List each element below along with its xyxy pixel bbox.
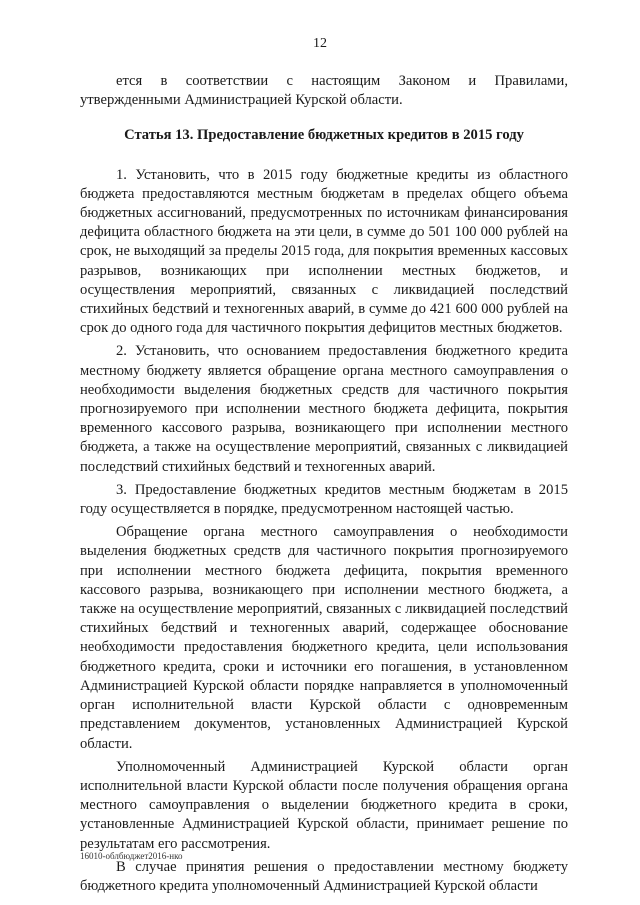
footer-file-code: 16010-облбюджет2016-нко bbox=[80, 851, 183, 861]
paragraph-5: Уполномоченный Администрацией Курской области орган исполнительной власти Курской области после получения обращения органа местного самоуправления о выделении бюджетного кредита в сроки, установленные Администрацией Курской области, принимает решение по результатам его рассмотрения. bbox=[80, 758, 568, 852]
paragraph-2: 2. Установить, что основанием предоставления бюджетного кредита местному бюджету является обращение органа местного самоуправления о необходимости выделения бюджетных средств для частичного покрытия прогнозируемого при исполнении местного бюджета дефицита, покрытия временного кассового разрыва, возникающего при исполнении местного бюджета, а также на осуществление мероприятий, связанных с ликвидацией последствий стихийных бедствий и техногенных аварий. bbox=[80, 343, 568, 475]
paragraph-3: 3. Предоставление бюджетных кредитов местным бюджетам в 2015 году осуществляется в порядке, предусмотренном настоящей частью. bbox=[80, 481, 568, 518]
page-number: 12 bbox=[313, 36, 327, 51]
document-body bbox=[80, 72, 568, 896]
paragraph-6: В случае принятия решения о предоставлении местному бюджету бюджетного кредита уполномоченный Администрацией Курской области bbox=[80, 858, 568, 894]
paragraph-1: 1. Установить, что в 2015 году бюджетные кредиты из областного бюджета предоставляются местным бюджетам в пределах общего объема бюджетных ассигнований, предусмотренных по источникам финансирования дефицита областного бюджета на эти цели, в сумме до 501 100 000 рублей на срок, не выходящий за пределы 2015 года, для покрытия временных кассовых разрывов, возникающих при исполнении местных бюджетов, и осуществления мероприятий, связанных с ликвидацией последствий стихийных бедствий и техногенных аварий, в сумме до 421 600 000 рублей на срок до одного года для частичного покрытия дефицитов местных бюджетов. bbox=[80, 166, 568, 337]
paragraph-4: Обращение органа местного самоуправления о необходимости выделения бюджетных средств для частичного покрытия прогнозируемого при исполнении местного бюджета дефицита, покрытия временного кассового разрыва, возникающего при исполнении местного бюджета, а также на осуществление мероприятий, связанных с ликвидацией последствий стихийных бедствий и техногенных аварий, содержащее обоснование необходимости предоставления бюджетного кредита, цели использования бюджетного кредита, сроки и источники его погашения, в установленном Администрацией Курской области порядке направляется в уполномоченный орган исполнительной власти Курской области с одновременным представлением документов, установленных Администрацией Курской области. bbox=[80, 524, 568, 752]
article-title: Статья 13. Предоставление бюджетных кредитов в 2015 году bbox=[124, 127, 524, 144]
continuation-paragraph: ется в соответствии с настоящим Законом и Правилами, утвержденными Администрацией Курской области. bbox=[80, 73, 568, 109]
